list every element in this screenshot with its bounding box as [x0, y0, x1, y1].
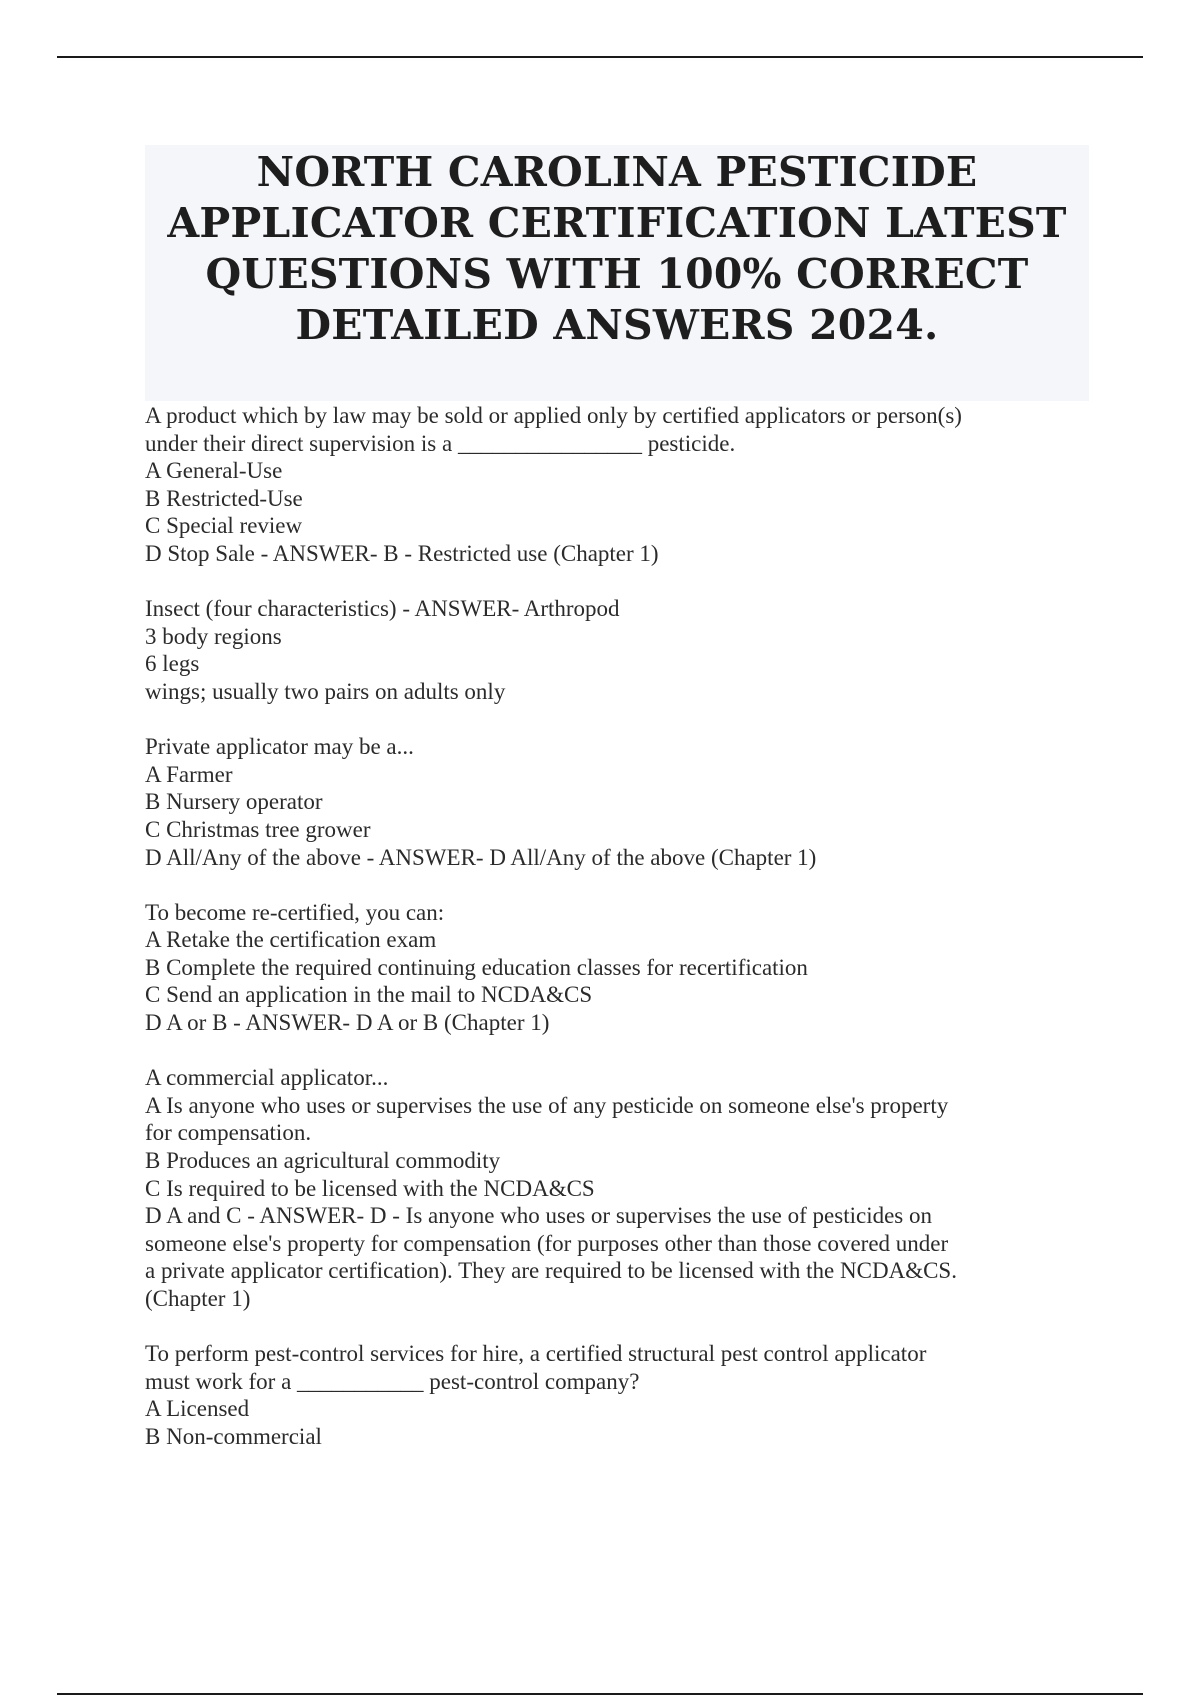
answer-line: someone else's property for compensation (for purposes other than those covered under — [145, 1230, 949, 1256]
option-line: A Farmer — [145, 761, 233, 787]
question-line: Insect (four characteristics) - ANSWER- Arthropod — [145, 596, 620, 622]
top-rule — [57, 56, 1143, 58]
option-line: C Special review — [145, 513, 303, 539]
answer-line: 3 body regions — [145, 623, 282, 649]
option-line: C Send an application in the mail to NCDA&CS — [145, 982, 593, 1008]
answer-line: D A and C - ANSWER- D - Is anyone who uses or supervises the use of pesticides on — [145, 1203, 932, 1229]
option-line: C Christmas tree grower — [145, 816, 371, 842]
option-line: B Non-commercial — [145, 1423, 322, 1449]
question-line: A product which by law may be sold or applied only by certified applicators or person(s) — [145, 403, 962, 428]
question-block — [145, 1340, 1089, 1450]
option-line: B Produces an agricultural commodity — [145, 1148, 501, 1174]
option-line: A Retake the certification exam — [145, 927, 437, 953]
question-line: under their direct supervision is a ________________ pesticide. — [145, 430, 736, 456]
question-line: Private applicator may be a... — [145, 734, 414, 760]
option-line: A General-Use — [145, 458, 283, 484]
answer-line: D All/Any of the above - ANSWER- D All/Any of the above (Chapter 1) — [145, 844, 817, 870]
question-line: To become re-certified, you can: — [145, 899, 445, 925]
question-line: must work for a ___________ pest-control company? — [145, 1368, 640, 1394]
question-line: To perform pest-control services for hire, a certified structural pest control applicator — [145, 1341, 927, 1367]
question-block — [145, 733, 1089, 871]
option-line: B Nursery operator — [145, 789, 323, 815]
question-list — [145, 402, 1089, 1478]
question-block — [145, 899, 1089, 1037]
answer-line: D A or B - ANSWER- D A or B (Chapter 1) — [145, 1010, 550, 1036]
bottom-rule — [57, 1693, 1143, 1695]
question-line: A commercial applicator... — [145, 1065, 389, 1091]
title-line: DETAILED ANSWERS 2024. — [295, 301, 939, 349]
option-line: B Complete the required continuing education classes for recertification — [145, 954, 808, 980]
answer-line: (Chapter 1) — [145, 1286, 251, 1311]
option-line: A Licensed — [145, 1396, 250, 1422]
question-block — [145, 595, 1089, 705]
title-line: QUESTIONS WITH 100% CORRECT — [205, 250, 1029, 298]
option-line: for compensation. — [145, 1120, 312, 1146]
title-banner — [145, 145, 1089, 401]
option-line: C Is required to be licensed with the NCDA&CS — [145, 1175, 595, 1201]
option-line: B Restricted-Use — [145, 485, 303, 511]
answer-line: a private applicator certification). They are required to be licensed with the NCDA&CS. — [145, 1258, 957, 1284]
answer-line: 6 legs — [145, 651, 200, 677]
answer-line: wings; usually two pairs on adults only — [145, 678, 506, 704]
title-line: NORTH CAROLINA PESTICIDE — [256, 148, 978, 196]
answer-line: D Stop Sale - ANSWER- B - Restricted use (Chapter 1) — [145, 540, 659, 566]
title-line: APPLICATOR CERTIFICATION LATEST — [167, 199, 1067, 247]
option-line: A Is anyone who uses or supervises the use of any pesticide on someone else's property — [145, 1092, 949, 1118]
document-title — [145, 147, 1089, 351]
question-block — [145, 1064, 1089, 1312]
question-block — [145, 402, 1089, 568]
